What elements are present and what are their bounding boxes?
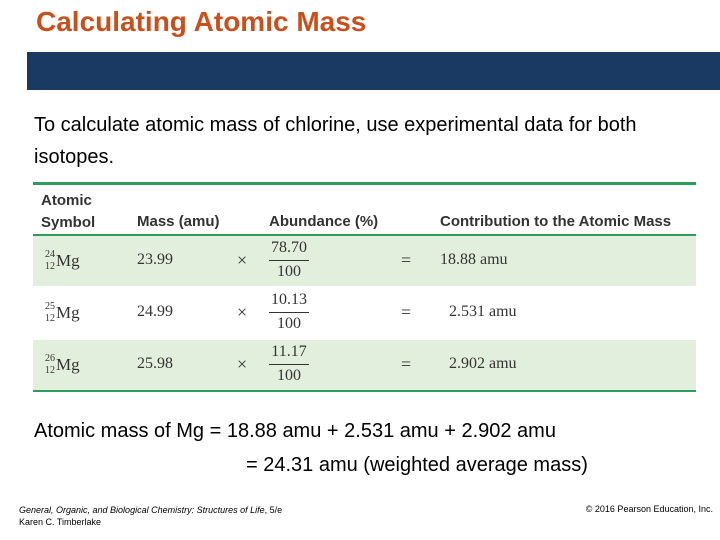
summary-line2: = 24.31 amu (weighted average mass): [246, 454, 588, 476]
abundance-numerator: 78.70: [269, 238, 309, 261]
abundance-denominator: 100: [277, 263, 301, 280]
title-bar: [27, 52, 720, 90]
contribution-value: 2.531 amu: [449, 303, 517, 320]
mass-number: 25: [45, 301, 55, 313]
summary-line1: Atomic mass of Mg = 18.88 amu + 2.531 amu + 2.902 amu: [34, 420, 556, 442]
header-atomic-symbol: [41, 190, 121, 234]
abundance-fraction: [269, 290, 309, 335]
contribution-value: 2.902 amu: [449, 355, 517, 372]
mass-value: 23.99: [137, 251, 173, 268]
atomic-number: 12: [45, 261, 55, 273]
footer-author: Karen C. Timberlake: [19, 517, 102, 527]
abundance-denominator: 100: [277, 367, 301, 384]
summary-calculation: [34, 414, 588, 482]
times-sign: ×: [237, 302, 248, 322]
footer-citation: [19, 504, 282, 528]
table-bottom-rule: [33, 390, 696, 392]
table-row: [33, 340, 696, 390]
times-sign: ×: [237, 250, 248, 270]
header-mass: Mass (amu): [137, 213, 220, 230]
footer-edition: , 5/e: [264, 505, 283, 515]
mass-value: 25.98: [137, 355, 173, 372]
abundance-fraction: [269, 342, 309, 387]
header-contribution: Contribution to the Atomic Mass: [440, 213, 672, 230]
element-symbol: Mg: [56, 251, 80, 271]
mass-value: 24.99: [137, 303, 173, 320]
equals-sign: =: [401, 354, 412, 374]
mass-number: 24: [45, 249, 55, 261]
table-row: [33, 288, 696, 338]
atomic-number: 12: [45, 313, 55, 325]
header-abundance: Abundance (%): [269, 213, 379, 230]
abundance-denominator: 100: [277, 315, 301, 332]
abundance-numerator: 10.13: [269, 290, 309, 313]
abundance-numerator: 11.17: [269, 342, 309, 365]
equals-sign: =: [401, 302, 412, 322]
contribution-value: 18.88 amu: [440, 251, 508, 268]
isotope-table: [33, 182, 696, 392]
header-symbol-line2: Symbol: [41, 214, 96, 231]
equals-sign: =: [401, 250, 412, 270]
header-symbol-line1: Atomic: [41, 192, 92, 209]
table-top-rule: [33, 182, 696, 185]
isotope-symbol: [41, 354, 80, 376]
times-sign: ×: [237, 354, 248, 374]
element-symbol: Mg: [56, 355, 80, 375]
atomic-number: 12: [45, 365, 55, 377]
footer-book-title: General, Organic, and Biological Chemistry: Structures of Life: [19, 505, 265, 515]
slide-title: Calculating Atomic Mass: [36, 6, 367, 37]
element-symbol: Mg: [56, 303, 80, 323]
intro-text: To calculate atomic mass of chlorine, use experimental data for both isotopes.: [34, 114, 637, 168]
abundance-fraction: [269, 238, 309, 283]
footer-copyright: © 2016 Pearson Education, Inc.: [585, 504, 713, 514]
mass-number: 26: [45, 353, 55, 365]
isotope-symbol: [41, 250, 80, 272]
isotope-symbol: [41, 302, 80, 324]
table-row: [33, 236, 696, 286]
